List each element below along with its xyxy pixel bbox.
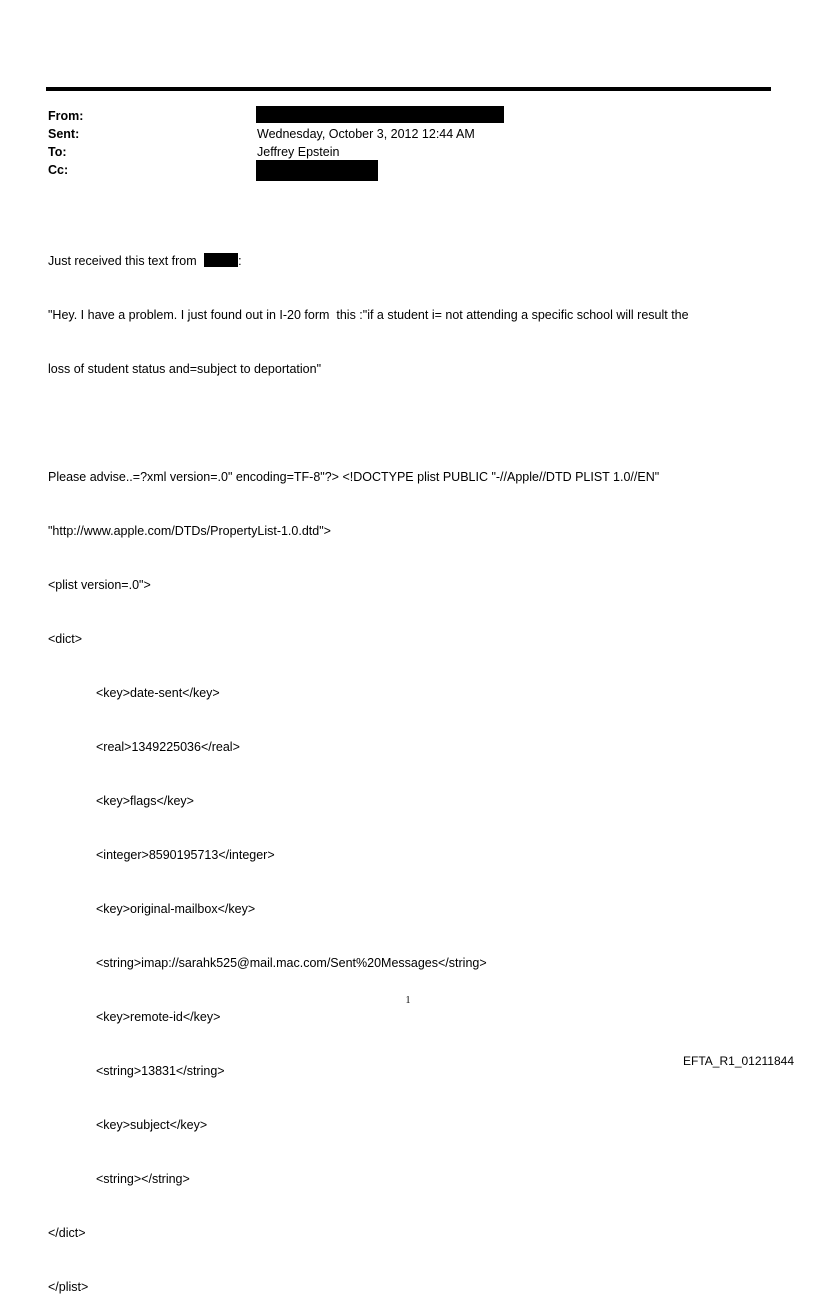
dict-entry: <real>1349225036</real> (96, 740, 240, 754)
cc-value-redacted (256, 160, 378, 181)
intro-colon: : (238, 254, 242, 268)
dict-entry: <string></string> (96, 1172, 190, 1186)
blank-line (48, 414, 768, 432)
from-label: From: (48, 109, 84, 123)
document-id: EFTA_R1_01211844 (683, 1054, 794, 1068)
advise-line-1: Please advise..=?xml version=.0" encoding=TF-8"?> <!DOCTYPE plist PUBLIC "-//Apple//DTD PLIST 1.0//EN" (48, 470, 660, 484)
cc-label: Cc: (48, 163, 69, 177)
intro-text: Just received this text from (48, 254, 201, 268)
plist-close: </plist> (48, 1280, 89, 1294)
page-number: 1 (405, 995, 411, 1006)
dict-entry: <key>original-mailbox</key> (96, 902, 256, 916)
sender-name-redacted (204, 253, 238, 267)
from-value-redacted (256, 106, 504, 123)
dict-entry: <string>imap://sarahk525@mail.mac.com/Sent%20Messages</string> (96, 956, 487, 970)
dict-entry: <string>13831</string> (96, 1064, 225, 1078)
intro-line (48, 252, 768, 270)
plist-open: <plist version=.0"> (48, 578, 151, 592)
header-divider (46, 87, 771, 91)
sent-value: Wednesday, October 3, 2012 12:44 AM (257, 127, 475, 141)
dict-close: </dict> (48, 1226, 86, 1240)
dict-entry: <key>date-sent</key> (96, 686, 220, 700)
message-body (48, 216, 768, 1314)
dict-entry: <key>remote-id</key> (96, 1010, 221, 1024)
advise-line-2: "http://www.apple.com/DTDs/PropertyList-1.0.dtd"> (48, 524, 331, 538)
to-value: Jeffrey Epstein (257, 145, 340, 159)
dict-entry: <key>flags</key> (96, 794, 194, 808)
quote-line-2: loss of student status and=subject to deportation" (48, 362, 322, 376)
dict-entry: <key>subject</key> (96, 1118, 208, 1132)
dict-entry: <integer>8590195713</integer> (96, 848, 275, 862)
dict-open: <dict> (48, 632, 83, 646)
sent-label: Sent: (48, 127, 80, 141)
to-label: To: (48, 145, 67, 159)
quote-line-1: "Hey. I have a problem. I just found out in I-20 form this :"if a student i= not attending a specific school will result the (48, 308, 689, 322)
